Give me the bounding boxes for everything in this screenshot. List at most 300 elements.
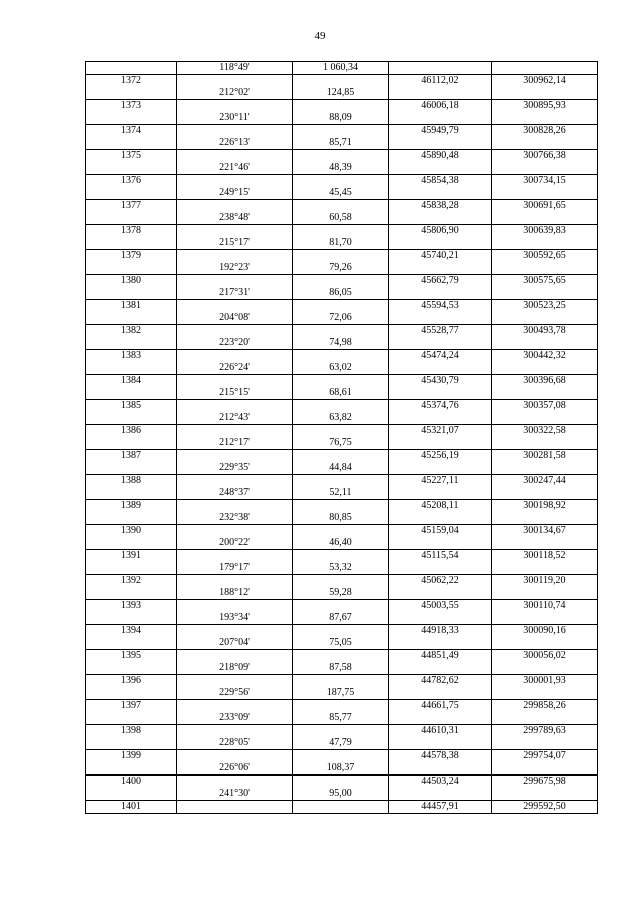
empty-cell xyxy=(293,150,389,163)
x-coordinate-cell: 45227,11 xyxy=(389,475,492,488)
empty-cell xyxy=(492,312,598,325)
point-row xyxy=(86,525,598,538)
point-row xyxy=(86,625,598,638)
angle-cell: 221°46' xyxy=(177,162,293,175)
empty-cell xyxy=(492,337,598,350)
x-coordinate-cell: 46006,18 xyxy=(389,100,492,113)
empty-cell xyxy=(492,412,598,425)
x-coordinate-cell: 45740,21 xyxy=(389,250,492,263)
empty-cell xyxy=(293,600,389,613)
distance-cell: 74,98 xyxy=(293,337,389,350)
empty-cell xyxy=(177,750,293,763)
empty-cell xyxy=(293,325,389,338)
point-row xyxy=(86,450,598,463)
empty-cell xyxy=(389,788,492,801)
empty-cell xyxy=(293,775,389,788)
point-row xyxy=(86,550,598,563)
segment-row xyxy=(86,687,598,700)
empty-cell xyxy=(177,300,293,313)
empty-cell xyxy=(293,801,389,814)
distance-cell: 79,26 xyxy=(293,262,389,275)
empty-cell xyxy=(492,137,598,150)
empty-cell xyxy=(293,450,389,463)
point-row xyxy=(86,425,598,438)
distance-cell: 95,00 xyxy=(293,788,389,801)
point-number-cell: 1373 xyxy=(86,100,177,113)
distance-cell: 68,61 xyxy=(293,387,389,400)
point-number-cell: 1393 xyxy=(86,600,177,613)
empty-cell xyxy=(492,187,598,200)
empty-cell xyxy=(86,362,177,375)
point-number-cell: 1401 xyxy=(86,801,177,814)
x-coordinate-cell: 45594,53 xyxy=(389,300,492,313)
y-coordinate-cell: 300001,93 xyxy=(492,675,598,688)
empty-cell xyxy=(389,287,492,300)
empty-cell xyxy=(492,287,598,300)
empty-cell xyxy=(177,350,293,363)
angle-cell: 179°17' xyxy=(177,562,293,575)
distance-cell: 87,67 xyxy=(293,612,389,625)
empty-cell xyxy=(293,400,389,413)
x-coordinate-cell: 45528,77 xyxy=(389,325,492,338)
empty-cell xyxy=(177,275,293,288)
point-row xyxy=(86,325,598,338)
empty-cell xyxy=(177,400,293,413)
x-coordinate-cell: 45321,07 xyxy=(389,425,492,438)
empty-cell xyxy=(177,625,293,638)
y-coordinate-cell: 300119,20 xyxy=(492,575,598,588)
angle-cell: 226°24' xyxy=(177,362,293,375)
x-coordinate-cell: 45003,55 xyxy=(389,600,492,613)
distance-cell: 76,75 xyxy=(293,437,389,450)
segment-row xyxy=(86,788,598,801)
empty-cell xyxy=(492,712,598,725)
angle-cell: 215°15' xyxy=(177,387,293,400)
empty-cell xyxy=(177,225,293,238)
point-number-cell: 1392 xyxy=(86,575,177,588)
angle-cell: 200°22' xyxy=(177,537,293,550)
empty-cell xyxy=(293,125,389,138)
distance-cell: 53,32 xyxy=(293,562,389,575)
x-coordinate-cell: 45430,79 xyxy=(389,375,492,388)
point-row xyxy=(86,125,598,138)
empty-cell xyxy=(389,437,492,450)
empty-cell xyxy=(293,750,389,763)
x-coordinate-cell: 44918,33 xyxy=(389,625,492,638)
segment-row xyxy=(86,312,598,325)
segment-row xyxy=(86,712,598,725)
point-row xyxy=(86,775,598,788)
segment-row xyxy=(86,112,598,125)
point-row xyxy=(86,500,598,513)
x-coordinate-cell: 44578,38 xyxy=(389,750,492,763)
empty-cell xyxy=(492,362,598,375)
point-row xyxy=(86,700,598,713)
point-number-cell: 1374 xyxy=(86,125,177,138)
empty-cell xyxy=(492,162,598,175)
empty-cell xyxy=(86,487,177,500)
empty-cell xyxy=(389,687,492,700)
empty-cell xyxy=(177,575,293,588)
angle-cell: 192°23' xyxy=(177,262,293,275)
distance-cell: 46,40 xyxy=(293,537,389,550)
point-number-cell: 1377 xyxy=(86,200,177,213)
y-coordinate-cell: 300090,16 xyxy=(492,625,598,638)
point-row xyxy=(86,75,598,88)
x-coordinate-cell: 44457,91 xyxy=(389,801,492,814)
distance-cell: 187,75 xyxy=(293,687,389,700)
point-row xyxy=(86,575,598,588)
empty-cell xyxy=(492,662,598,675)
angle-cell: 238°48' xyxy=(177,212,293,225)
empty-cell xyxy=(293,200,389,213)
angle-cell: 212°17' xyxy=(177,437,293,450)
point-number-cell: 1396 xyxy=(86,675,177,688)
distance-cell: 81,70 xyxy=(293,237,389,250)
empty-cell xyxy=(177,801,293,814)
y-coordinate-cell: 299592,50 xyxy=(492,801,598,814)
point-number-cell: 1380 xyxy=(86,275,177,288)
empty-cell xyxy=(492,387,598,400)
empty-cell xyxy=(293,175,389,188)
angle-cell: 204°08' xyxy=(177,312,293,325)
empty-cell xyxy=(177,725,293,738)
segment-row xyxy=(86,237,598,250)
point-row xyxy=(86,200,598,213)
point-number-cell: 1397 xyxy=(86,700,177,713)
y-coordinate-cell: 300592,65 xyxy=(492,250,598,263)
empty-cell xyxy=(86,387,177,400)
empty-cell xyxy=(389,162,492,175)
empty-cell xyxy=(177,375,293,388)
y-coordinate-cell: 300493,78 xyxy=(492,325,598,338)
empty-cell xyxy=(389,362,492,375)
angle-cell: 218°09' xyxy=(177,662,293,675)
distance-cell: 86,05 xyxy=(293,287,389,300)
y-coordinate-cell: 300442,32 xyxy=(492,350,598,363)
point-row xyxy=(86,650,598,663)
empty-cell xyxy=(86,412,177,425)
empty-cell xyxy=(492,62,598,75)
point-row xyxy=(86,175,598,188)
x-coordinate-cell: 44851,49 xyxy=(389,650,492,663)
point-number-cell: 1395 xyxy=(86,650,177,663)
empty-cell xyxy=(86,237,177,250)
empty-cell xyxy=(177,550,293,563)
y-coordinate-cell: 300962,14 xyxy=(492,75,598,88)
point-number-cell: 1376 xyxy=(86,175,177,188)
point-number-cell: 1375 xyxy=(86,150,177,163)
distance-cell: 48,39 xyxy=(293,162,389,175)
angle-cell: 217°31' xyxy=(177,287,293,300)
empty-cell xyxy=(389,212,492,225)
point-row xyxy=(86,400,598,413)
distance-cell: 80,85 xyxy=(293,512,389,525)
point-number-cell: 1372 xyxy=(86,75,177,88)
empty-cell xyxy=(389,662,492,675)
angle-cell: 229°56' xyxy=(177,687,293,700)
point-number-cell: 1398 xyxy=(86,725,177,738)
segment-row xyxy=(86,87,598,100)
distance-cell: 87,58 xyxy=(293,662,389,675)
x-coordinate-cell: 46112,02 xyxy=(389,75,492,88)
angle-cell: 212°02' xyxy=(177,87,293,100)
empty-cell xyxy=(389,412,492,425)
angle-cell: 223°20' xyxy=(177,337,293,350)
empty-cell xyxy=(293,625,389,638)
empty-cell xyxy=(293,300,389,313)
empty-cell xyxy=(389,737,492,750)
empty-cell xyxy=(86,262,177,275)
angle-cell: 226°06' xyxy=(177,762,293,775)
distance-cell: 75,05 xyxy=(293,637,389,650)
empty-cell xyxy=(86,788,177,801)
empty-cell xyxy=(86,712,177,725)
empty-cell xyxy=(86,112,177,125)
point-number-cell: 1400 xyxy=(86,775,177,788)
distance-cell: 60,58 xyxy=(293,212,389,225)
empty-cell xyxy=(389,462,492,475)
empty-cell xyxy=(177,675,293,688)
empty-cell xyxy=(86,587,177,600)
empty-cell xyxy=(86,62,177,75)
empty-cell xyxy=(86,612,177,625)
point-number-cell: 1383 xyxy=(86,350,177,363)
empty-cell xyxy=(86,637,177,650)
empty-cell xyxy=(86,337,177,350)
empty-cell xyxy=(293,675,389,688)
empty-cell xyxy=(492,87,598,100)
point-row xyxy=(86,725,598,738)
empty-cell xyxy=(86,737,177,750)
x-coordinate-cell: 45949,79 xyxy=(389,125,492,138)
empty-cell xyxy=(492,512,598,525)
angle-cell: 232°38' xyxy=(177,512,293,525)
empty-cell xyxy=(492,788,598,801)
angle-cell: 248°37' xyxy=(177,487,293,500)
empty-cell xyxy=(293,500,389,513)
point-number-cell: 1388 xyxy=(86,475,177,488)
distance-cell: 85,77 xyxy=(293,712,389,725)
empty-cell xyxy=(86,537,177,550)
distance-cell: 88,09 xyxy=(293,112,389,125)
empty-cell xyxy=(293,700,389,713)
distance-cell: 63,82 xyxy=(293,412,389,425)
distance-cell: 124,85 xyxy=(293,87,389,100)
page-number: 49 xyxy=(314,30,326,42)
point-row xyxy=(86,250,598,263)
distance-cell: 47,79 xyxy=(293,737,389,750)
empty-cell xyxy=(177,425,293,438)
empty-cell xyxy=(389,87,492,100)
empty-cell xyxy=(492,687,598,700)
segment-row xyxy=(86,337,598,350)
empty-cell xyxy=(389,487,492,500)
segment-row xyxy=(86,612,598,625)
empty-cell xyxy=(86,312,177,325)
segment-row xyxy=(86,287,598,300)
x-coordinate-cell: 45208,11 xyxy=(389,500,492,513)
y-coordinate-cell: 300691,65 xyxy=(492,200,598,213)
x-coordinate-cell: 45806,90 xyxy=(389,225,492,238)
segment-row xyxy=(86,262,598,275)
segment-row xyxy=(86,162,598,175)
distance-cell: 1 060,34 xyxy=(293,62,389,75)
distance-cell: 59,28 xyxy=(293,587,389,600)
empty-cell xyxy=(177,125,293,138)
empty-cell xyxy=(177,775,293,788)
empty-cell xyxy=(492,537,598,550)
empty-cell xyxy=(86,762,177,775)
x-coordinate-cell: 45256,19 xyxy=(389,450,492,463)
empty-cell xyxy=(86,212,177,225)
empty-cell xyxy=(177,200,293,213)
empty-cell xyxy=(492,737,598,750)
segment-row xyxy=(86,662,598,675)
point-row xyxy=(86,801,598,814)
distance-cell: 72,06 xyxy=(293,312,389,325)
empty-cell xyxy=(389,562,492,575)
empty-cell xyxy=(389,312,492,325)
point-number-cell: 1386 xyxy=(86,425,177,438)
empty-cell xyxy=(492,437,598,450)
point-row xyxy=(86,375,598,388)
empty-cell xyxy=(389,237,492,250)
point-number-cell: 1378 xyxy=(86,225,177,238)
point-number-cell: 1382 xyxy=(86,325,177,338)
coordinates-table xyxy=(85,61,598,814)
y-coordinate-cell: 300247,44 xyxy=(492,475,598,488)
segment-row xyxy=(86,462,598,475)
empty-cell xyxy=(293,250,389,263)
point-row xyxy=(86,675,598,688)
segment-row xyxy=(86,637,598,650)
y-coordinate-cell: 300523,25 xyxy=(492,300,598,313)
empty-cell xyxy=(389,762,492,775)
empty-cell xyxy=(293,475,389,488)
empty-cell xyxy=(389,612,492,625)
segment-row xyxy=(86,487,598,500)
angle-cell: 230°11' xyxy=(177,112,293,125)
segment-row xyxy=(86,362,598,375)
x-coordinate-cell: 44782,62 xyxy=(389,675,492,688)
empty-cell xyxy=(389,712,492,725)
empty-cell xyxy=(492,487,598,500)
x-coordinate-cell: 45115,54 xyxy=(389,550,492,563)
empty-cell xyxy=(389,587,492,600)
empty-cell xyxy=(389,187,492,200)
empty-cell xyxy=(389,637,492,650)
angle-cell: 188°12' xyxy=(177,587,293,600)
point-number-cell: 1399 xyxy=(86,750,177,763)
empty-cell xyxy=(86,187,177,200)
empty-cell xyxy=(293,75,389,88)
y-coordinate-cell: 300639,83 xyxy=(492,225,598,238)
empty-cell xyxy=(293,425,389,438)
empty-cell xyxy=(293,225,389,238)
angle-cell: 193°34' xyxy=(177,612,293,625)
empty-cell xyxy=(177,500,293,513)
empty-cell xyxy=(389,512,492,525)
empty-cell xyxy=(389,137,492,150)
empty-cell xyxy=(293,650,389,663)
empty-cell xyxy=(492,762,598,775)
point-number-cell: 1394 xyxy=(86,625,177,638)
empty-cell xyxy=(389,262,492,275)
empty-cell xyxy=(293,550,389,563)
segment-row xyxy=(86,512,598,525)
empty-cell xyxy=(86,287,177,300)
angle-cell: 207°04' xyxy=(177,637,293,650)
point-row xyxy=(86,300,598,313)
empty-cell xyxy=(389,337,492,350)
empty-cell xyxy=(293,275,389,288)
angle-cell: 233°09' xyxy=(177,712,293,725)
y-coordinate-cell: 299754,07 xyxy=(492,750,598,763)
segment-row xyxy=(86,437,598,450)
y-coordinate-cell: 300766,38 xyxy=(492,150,598,163)
segment-row xyxy=(86,62,598,75)
empty-cell xyxy=(177,175,293,188)
point-row xyxy=(86,150,598,163)
distance-cell: 63,02 xyxy=(293,362,389,375)
angle-cell: 212°43' xyxy=(177,412,293,425)
y-coordinate-cell: 300575,65 xyxy=(492,275,598,288)
point-number-cell: 1384 xyxy=(86,375,177,388)
empty-cell xyxy=(86,512,177,525)
point-number-cell: 1381 xyxy=(86,300,177,313)
empty-cell xyxy=(86,437,177,450)
segment-row xyxy=(86,212,598,225)
empty-cell xyxy=(177,450,293,463)
point-number-cell: 1389 xyxy=(86,500,177,513)
empty-cell xyxy=(86,462,177,475)
x-coordinate-cell: 44503,24 xyxy=(389,775,492,788)
segment-row xyxy=(86,387,598,400)
segment-row xyxy=(86,737,598,750)
y-coordinate-cell: 299675,98 xyxy=(492,775,598,788)
y-coordinate-cell: 300828,26 xyxy=(492,125,598,138)
empty-cell xyxy=(293,525,389,538)
empty-cell xyxy=(492,562,598,575)
x-coordinate-cell: 45062,22 xyxy=(389,575,492,588)
x-coordinate-cell: 44661,75 xyxy=(389,700,492,713)
y-coordinate-cell: 300134,67 xyxy=(492,525,598,538)
x-coordinate-cell: 45838,28 xyxy=(389,200,492,213)
y-coordinate-cell: 299858,26 xyxy=(492,700,598,713)
x-coordinate-cell: 44610,31 xyxy=(389,725,492,738)
x-coordinate-cell: 45474,24 xyxy=(389,350,492,363)
x-coordinate-cell: 45374,76 xyxy=(389,400,492,413)
y-coordinate-cell: 300734,15 xyxy=(492,175,598,188)
empty-cell xyxy=(177,75,293,88)
point-row xyxy=(86,100,598,113)
distance-cell: 44,84 xyxy=(293,462,389,475)
empty-cell xyxy=(86,87,177,100)
angle-cell: 241°30' xyxy=(177,788,293,801)
point-row xyxy=(86,225,598,238)
empty-cell xyxy=(177,650,293,663)
segment-row xyxy=(86,562,598,575)
segment-row xyxy=(86,137,598,150)
y-coordinate-cell: 300056,02 xyxy=(492,650,598,663)
angle-cell: 249°15' xyxy=(177,187,293,200)
angle-cell: 228°05' xyxy=(177,737,293,750)
y-coordinate-cell: 300281,58 xyxy=(492,450,598,463)
empty-cell xyxy=(86,137,177,150)
point-number-cell: 1387 xyxy=(86,450,177,463)
segment-row xyxy=(86,537,598,550)
